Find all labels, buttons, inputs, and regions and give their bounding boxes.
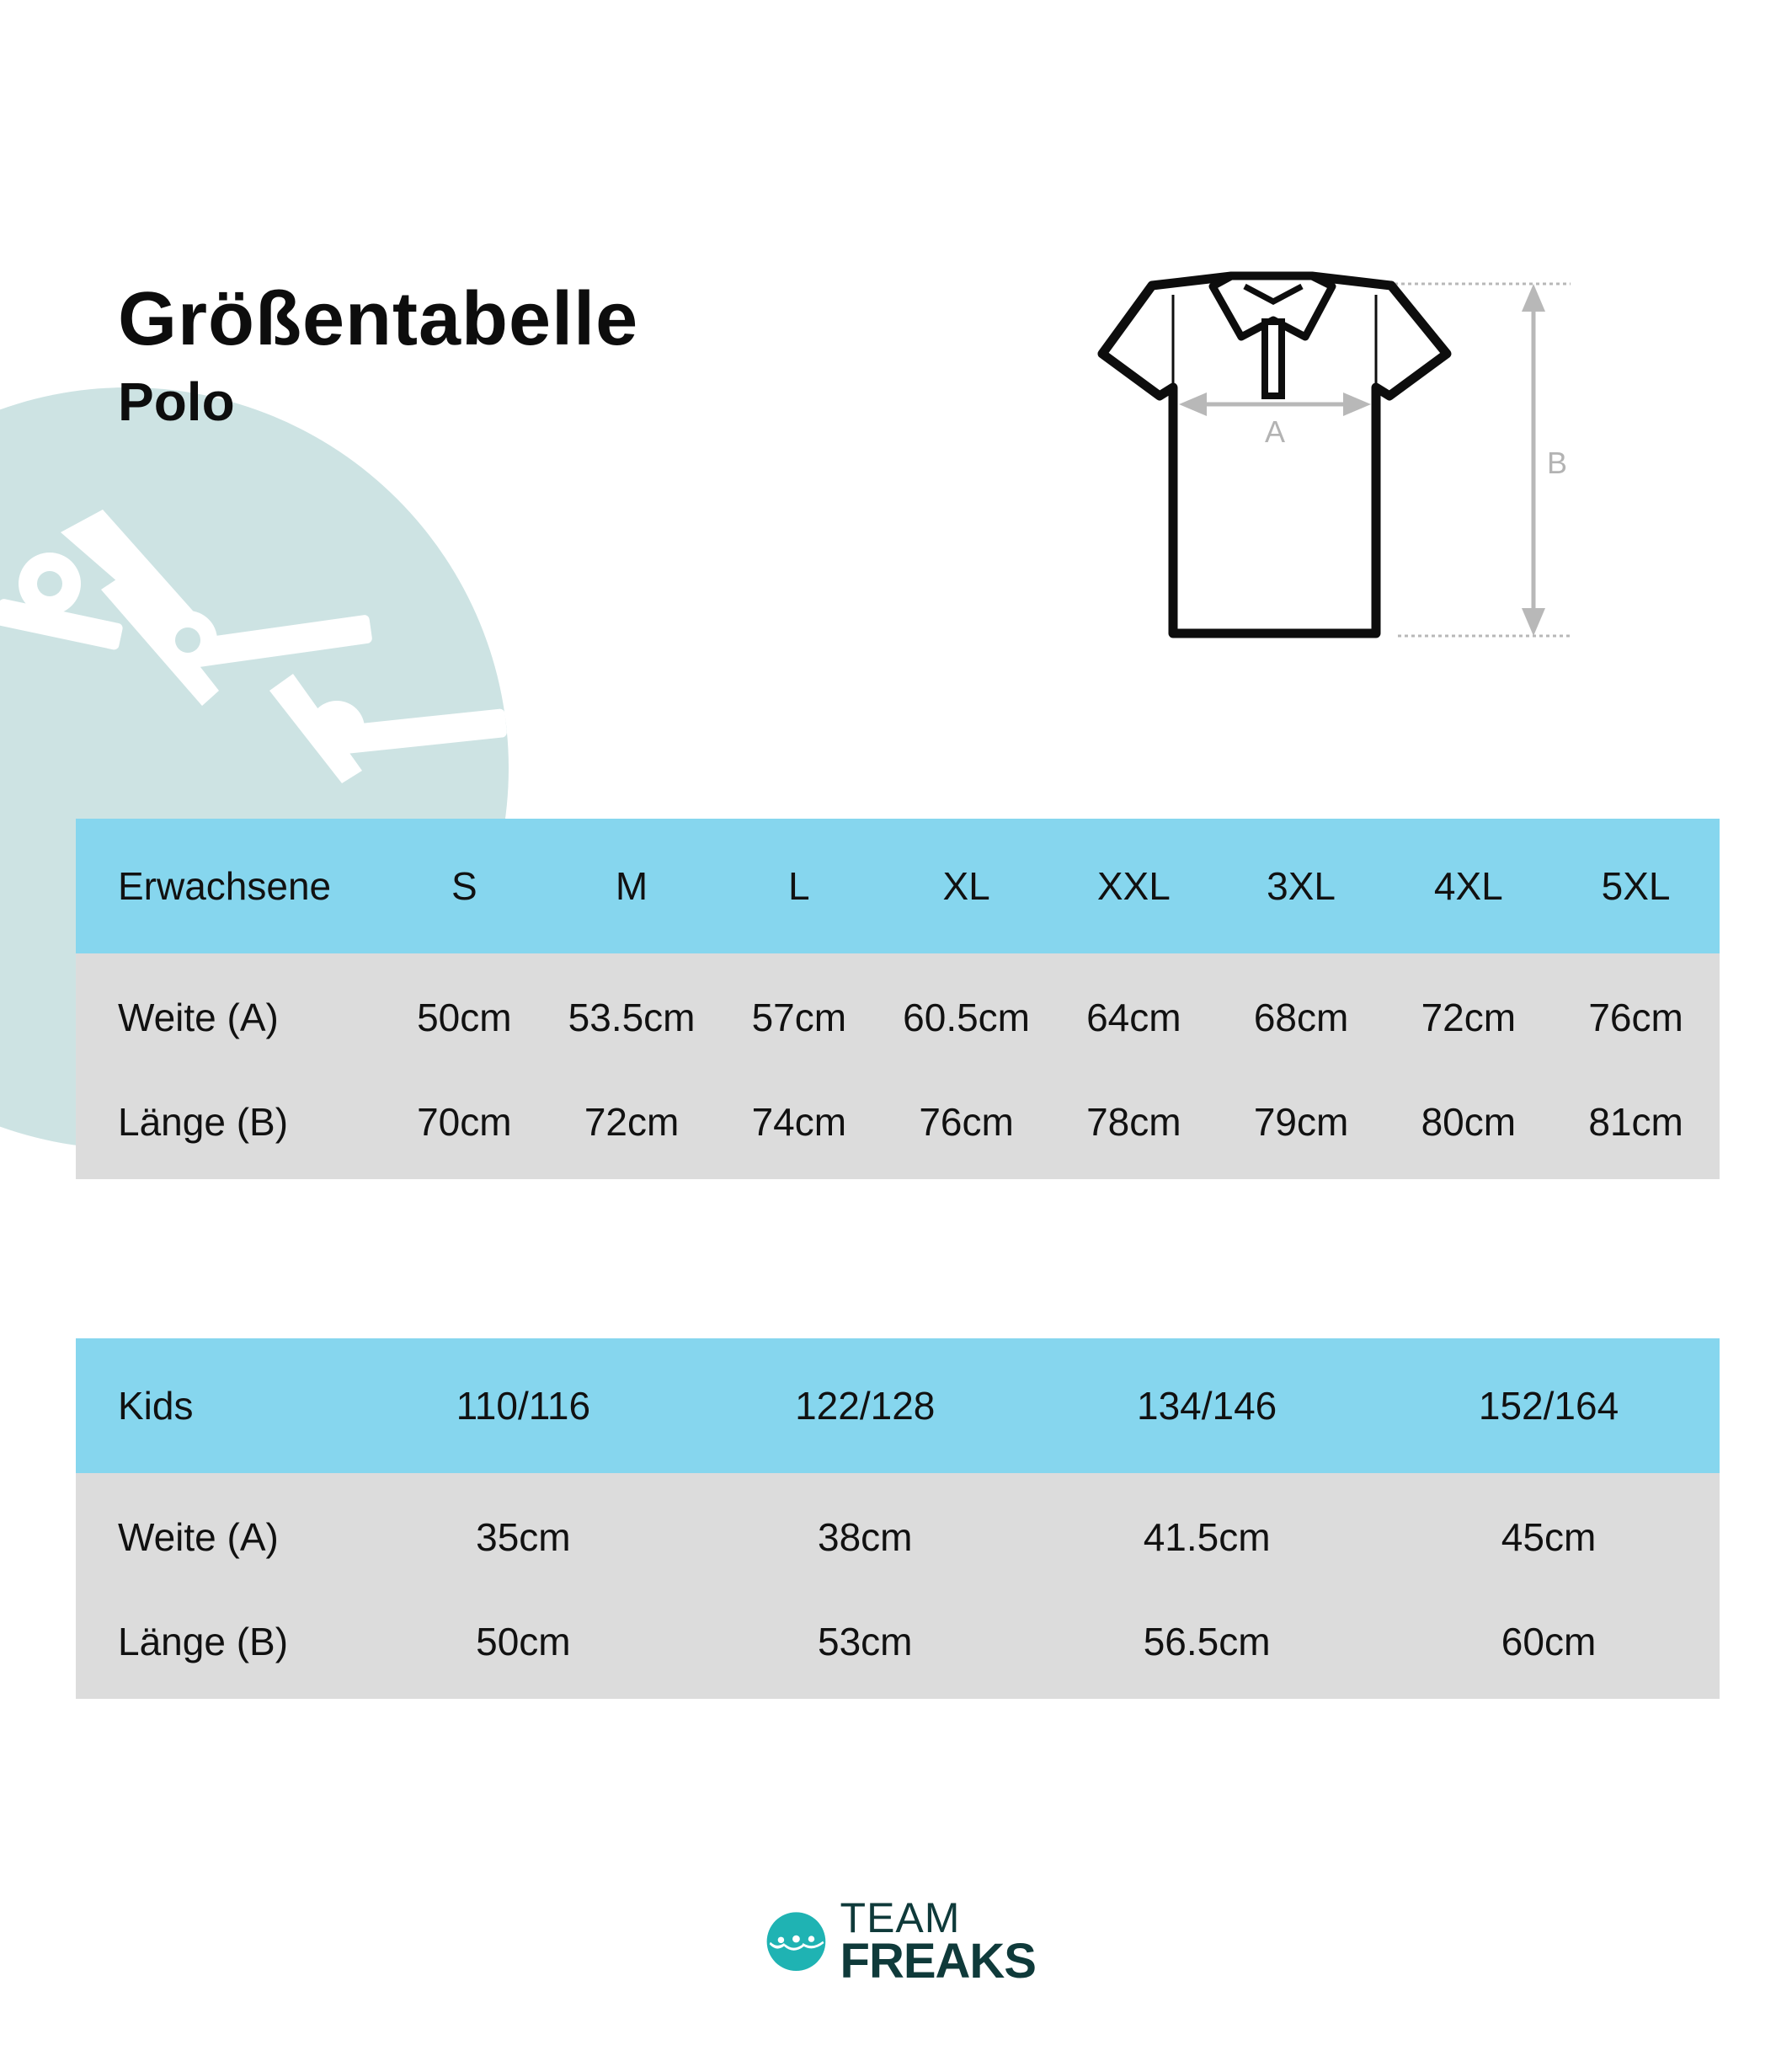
table-cell: 41.5cm [1143, 1515, 1271, 1559]
logo-text-freaks: FREAKS [840, 1934, 1036, 1989]
width-label-A: A [1265, 414, 1286, 449]
table-cell: 72cm [584, 1100, 680, 1144]
table-cell: 60cm [1501, 1620, 1597, 1663]
table-row [76, 1485, 1720, 1589]
table-cell: 78cm [1086, 1100, 1181, 1144]
table-header-row [76, 819, 1720, 953]
page-title: Größentabelle [118, 277, 639, 361]
logo-wordmark [840, 1893, 1036, 1989]
length-label-B: B [1547, 446, 1568, 480]
row-label: Weite (A) [118, 996, 279, 1039]
row-label: Länge (B) [118, 1620, 289, 1663]
table-header-row [76, 1338, 1720, 1473]
table-cell: 68cm [1253, 996, 1349, 1039]
table-cell: 60.5cm [903, 996, 1031, 1039]
header-cell: M [615, 864, 648, 908]
table-cell: 80cm [1421, 1100, 1517, 1144]
header-cell: 122/128 [795, 1384, 936, 1428]
table-cell: 76cm [1588, 996, 1683, 1039]
logo-text-team: TEAM [840, 1893, 961, 1941]
header-cell: Erwachsene [118, 864, 332, 908]
table-cell: 70cm [417, 1100, 512, 1144]
table-cell: 72cm [1421, 996, 1517, 1039]
header-cell: 3XL [1267, 864, 1336, 908]
adult-size-table [76, 819, 1720, 1179]
polo-shirt-diagram [1095, 261, 1592, 649]
table-body [76, 953, 1720, 1179]
table-row [76, 965, 1720, 1070]
table-cell: 56.5cm [1143, 1620, 1271, 1663]
logo-mark-icon [766, 1893, 827, 1990]
table-cell: 45cm [1501, 1515, 1597, 1559]
table-cell: 53.5cm [568, 996, 696, 1039]
page-subtitle: Polo [118, 371, 235, 432]
header-cell: XXL [1096, 864, 1171, 908]
table-cell: 50cm [476, 1620, 571, 1663]
header-cell: 4XL [1433, 864, 1503, 908]
header-cell: XL [942, 864, 990, 908]
row-label: Weite (A) [118, 1515, 279, 1559]
header-cell: 134/146 [1136, 1384, 1277, 1428]
table-cell: 35cm [476, 1515, 571, 1559]
table-cell: 79cm [1253, 1100, 1349, 1144]
table-cell: 38cm [818, 1515, 913, 1559]
kids-size-table [76, 1338, 1720, 1699]
row-label: Länge (B) [118, 1100, 289, 1144]
team-freaks-logo [766, 1891, 1036, 1992]
header-cell: 110/116 [456, 1384, 591, 1428]
table-cell: 53cm [818, 1620, 913, 1663]
table-cell: 81cm [1588, 1100, 1683, 1144]
header-cell: S [451, 864, 477, 908]
table-row [76, 1589, 1720, 1694]
header-cell: 152/164 [1478, 1384, 1619, 1428]
table-cell: 57cm [751, 996, 847, 1039]
header-cell: L [788, 864, 810, 908]
header-cell: 5XL [1601, 864, 1671, 908]
table-cell: 76cm [919, 1100, 1014, 1144]
table-body [76, 1473, 1720, 1699]
table-cell: 64cm [1086, 996, 1181, 1039]
header-cell: Kids [118, 1384, 194, 1428]
table-row [76, 1070, 1720, 1174]
table-cell: 50cm [417, 996, 512, 1039]
table-cell: 74cm [751, 1100, 847, 1144]
